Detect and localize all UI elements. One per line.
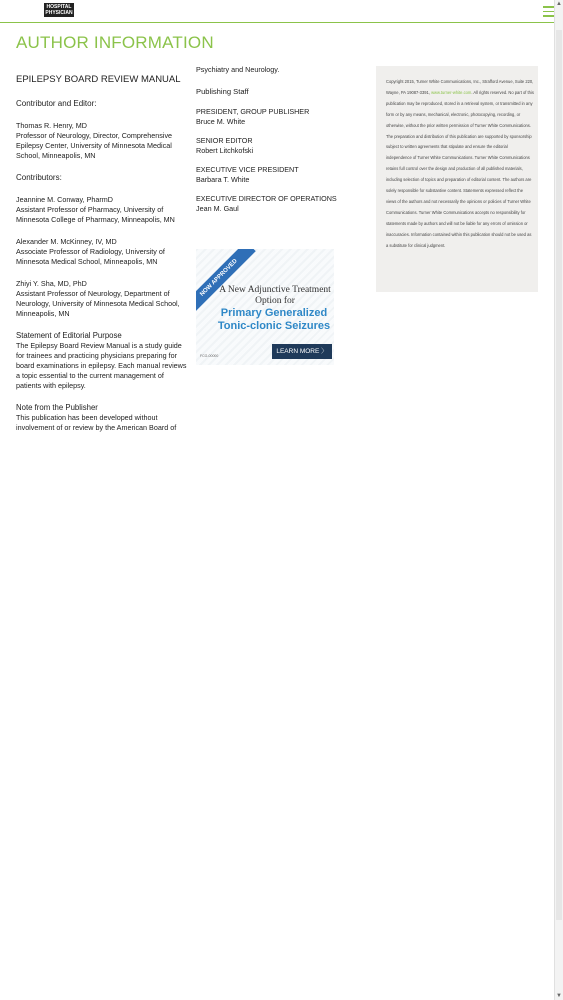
staff-item <box>196 136 346 156</box>
scrollbar-thumb[interactable] <box>556 30 562 920</box>
editor-info: Thomas R. Henry, MD Professor of Neurology, Director, Comprehensive Epilepsy Center, University of Minnesota Medical School, Minneapolis, MN <box>16 121 173 160</box>
staff-name: Jean M. Gaul <box>196 204 239 213</box>
copyright-text-start: Copyright 2015, Turner White Communications, Inc., Strafford Avenue, Suite 220, Wayne, PA 19087-3391, <box>386 79 534 95</box>
copyright-text <box>386 77 534 252</box>
copyright-text-end: . All rights reserved. No part of this publication may be reproduced, stored in a retrieval system, or transmitted in any form or by any means, mechanical, electronic, photocopying, recording, or otherwise, without the prior written permission of Turner White Communications. The preparation and distribution of this publication are supported by sponsorship subject to written agreements that stipulate and ensure the editorial independence of Turner White Communications. Turner White Communications retains full control over the design and production of all published materials, including selection of topics and preparation of editorial content. The authors are solely responsible for substantive content. Statements expressed reflect the views of the authors and not necessarily the opinions or policies of Turner White Communications. Turner White Communications accepts no responsibility for statements made by authors and will not be liable for any errors of omission or inaccuracies. Information contained within this publication should not be used as a substitute for clinical judgment. <box>386 89 534 248</box>
contributor-editor-heading: Contributor and Editor: <box>16 99 97 108</box>
scroll-up-arrow-icon[interactable]: ▲ <box>556 1 562 7</box>
staff-item <box>196 165 346 185</box>
now-approved-ribbon: NOW APPROVED <box>196 249 256 315</box>
ad-headline: A New Adjunctive Treatment Option for <box>219 285 331 306</box>
contributor-item: Jeannine M. Conway, PharmD Assistant Professor of Pharmacy, University of Minnesota College of Pharmacy, Minneapolis, MN <box>16 195 175 224</box>
contributor-item: Zhiyi Y. Sha, MD, PhD Assistant Professor of Neurology, Department of Neurology, University of Minnesota Medical School, Minneapolis, MN <box>16 279 180 318</box>
hospital-physician-logo[interactable]: HOSPITAL PHYSICIAN <box>45 4 73 16</box>
staff-name: Robert Litchkofski <box>196 146 254 155</box>
advertisement-banner[interactable] <box>196 249 334 365</box>
ad-subheadline: Primary Generalized Tonic-clonic Seizures <box>217 307 331 332</box>
staff-name: Bruce M. White <box>196 117 246 126</box>
editorial-purpose-text: The Epilepsy Board Review Manual is a study guide for trainees and practicing physicians preparing for board examinations in epilepsy. Each manual reviews a topic essential to the current management of patients with epilepsy. <box>16 341 187 390</box>
vertical-scrollbar[interactable] <box>554 0 563 1000</box>
publishing-staff-heading: Publishing Staff <box>196 87 249 96</box>
staff-role: EXECUTIVE DIRECTOR OF OPERATIONS <box>196 194 337 203</box>
editorial-purpose-heading: Statement of Editorial Purpose <box>16 331 122 340</box>
scroll-down-arrow-icon[interactable]: ▼ <box>556 993 562 999</box>
middle-column <box>196 65 346 223</box>
left-column <box>16 74 188 445</box>
staff-item <box>196 107 346 127</box>
staff-role: PRESIDENT, GROUP PUBLISHER <box>196 107 310 116</box>
contributors-heading: Contributors: <box>16 173 62 182</box>
page-title: AUTHOR INFORMATION <box>16 33 214 52</box>
contributor-item: Alexander M. McKinney, IV, MD Associate Professor of Radiology, University of Minnesota Medical School, Minneapolis, MN <box>16 237 165 266</box>
staff-role: SENIOR EDITOR <box>196 136 253 145</box>
turner-white-link[interactable]: www.turner-white.com <box>431 89 472 95</box>
manual-title: EPILEPSY BOARD REVIEW MANUAL <box>16 74 181 85</box>
publisher-note-heading: Note from the Publisher <box>16 403 98 412</box>
staff-role: EXECUTIVE VICE PRESIDENT <box>196 165 299 174</box>
staff-item <box>196 194 346 214</box>
publisher-note-text: This publication has been developed without involvement of or review by the American Board of <box>16 413 177 432</box>
publisher-note-continued: Psychiatry and Neurology. <box>196 65 280 74</box>
copyright-box <box>376 66 538 292</box>
top-bar <box>0 0 563 23</box>
learn-more-button[interactable]: LEARN MORE 〉 <box>272 344 332 359</box>
ad-code: FCG-00000 <box>200 354 219 358</box>
staff-name: Barbara T. White <box>196 175 250 184</box>
